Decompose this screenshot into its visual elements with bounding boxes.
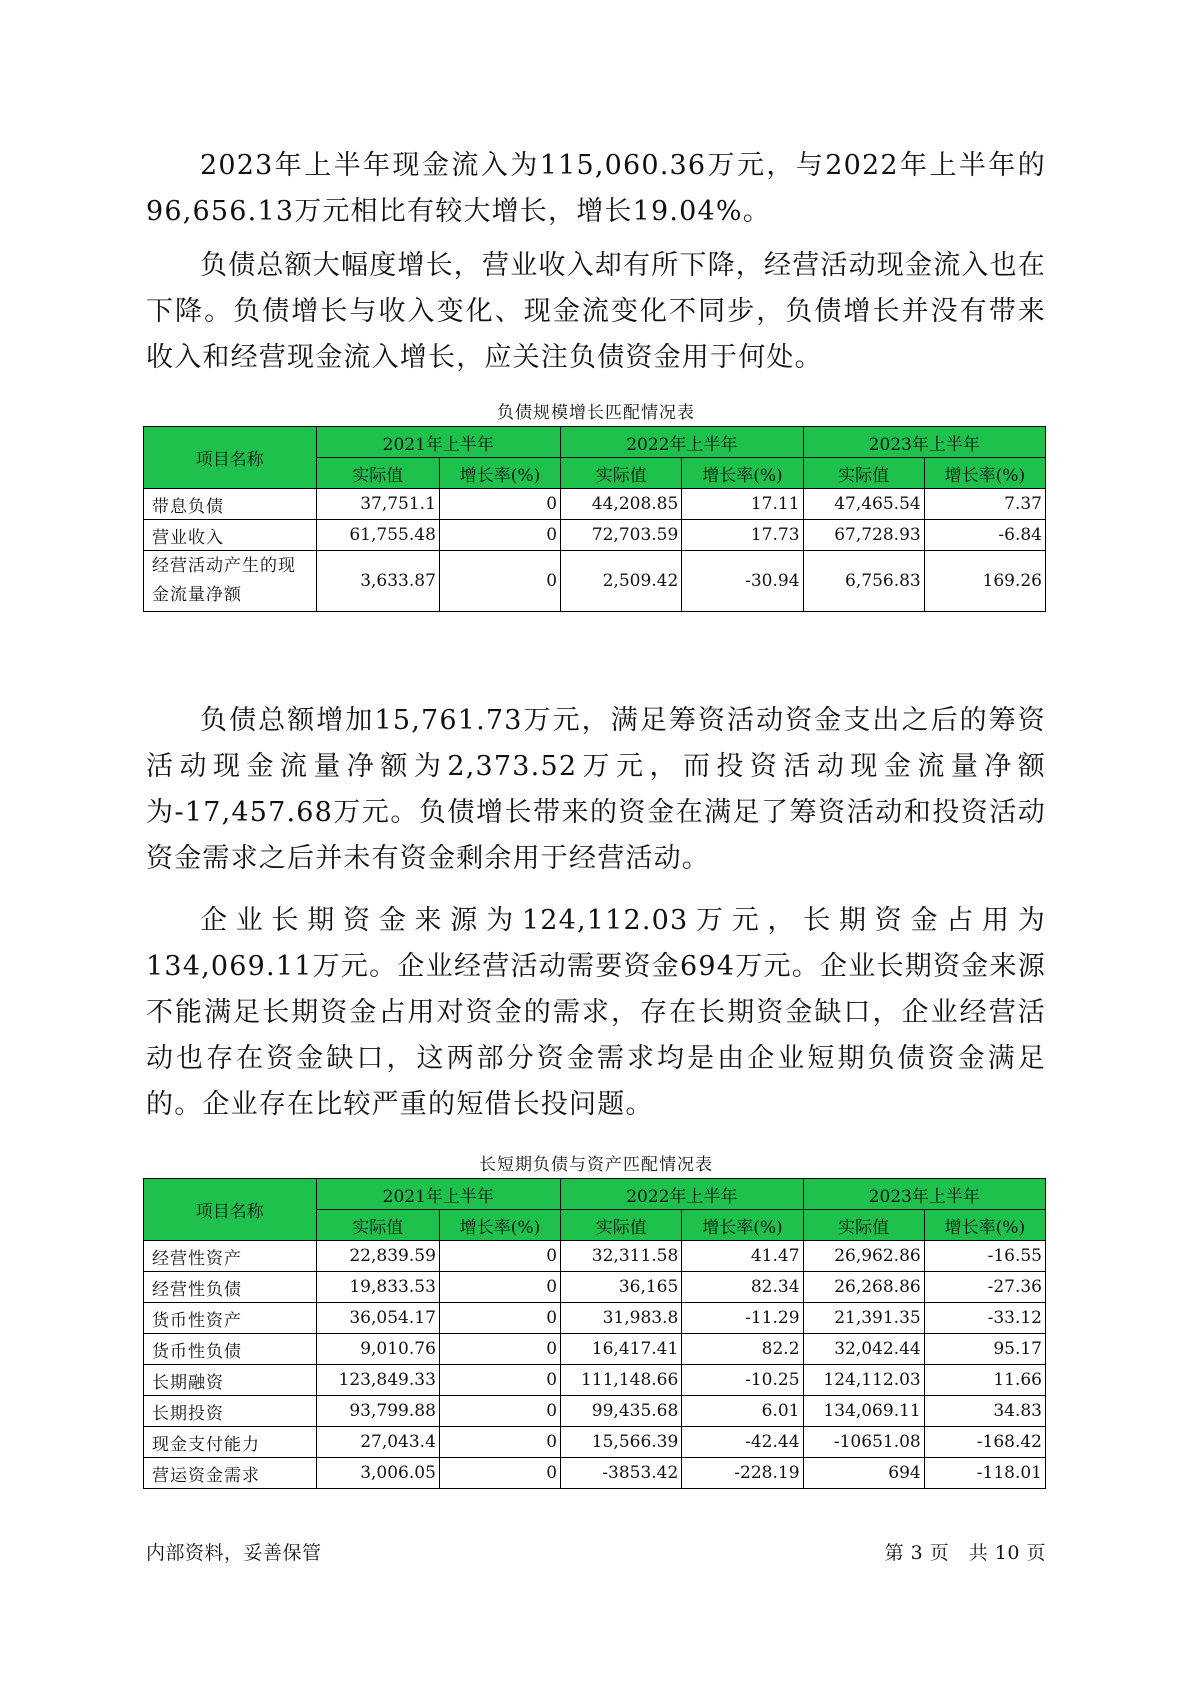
cell: -11.29 [682, 1303, 803, 1334]
growth-rate-header: 增长率(%) [682, 458, 803, 489]
cell: 0 [439, 489, 560, 520]
cell: -6.84 [924, 520, 1045, 551]
year-header: 2023年上半年 [803, 1179, 1045, 1210]
cell: 0 [439, 1241, 560, 1272]
table-row [144, 1241, 1046, 1272]
cell: 3,006.05 [316, 1458, 439, 1489]
cell: 37,751.1 [316, 489, 439, 520]
row-label: 现金支付能力 [144, 1427, 317, 1458]
item-name-header: 项目名称 [144, 1179, 317, 1241]
growth-rate-header: 增长率(%) [924, 1210, 1045, 1241]
actual-value-header: 实际值 [561, 458, 682, 489]
cell: 61,755.48 [316, 520, 439, 551]
row-label: 经营性负债 [144, 1272, 317, 1303]
table2-caption: 长短期负债与资产匹配情况表 [479, 1155, 713, 1175]
table-row [144, 1458, 1046, 1489]
actual-value-header: 实际值 [803, 458, 924, 489]
cell: 36,165 [561, 1272, 682, 1303]
paragraph-debt-increase: 负债总额增加15,761.73万元，满足筹资活动资金支出之后的筹资活动现金流量净额为2,373.52万元，而投资活动现金流量净额为-17,457.68万元。负债增长带来的资金在满足了筹资活动和投资活动资金需求之后并未有资金剩余用于经营活动。 [146, 705, 1046, 874]
cell: 124,112.03 [803, 1365, 924, 1396]
cell: 123,849.33 [316, 1365, 439, 1396]
item-name-header: 项目名称 [144, 427, 317, 489]
cell: 82.2 [682, 1334, 803, 1365]
cell: 0 [439, 1334, 560, 1365]
cell: 32,042.44 [803, 1334, 924, 1365]
cell: 134,069.11 [803, 1396, 924, 1427]
cell: 0 [439, 1365, 560, 1396]
table-row [144, 1427, 1046, 1458]
cell: 0 [439, 1396, 560, 1427]
row-label: 带息负债 [144, 489, 317, 520]
cell: 2,509.42 [561, 551, 682, 612]
debt-growth-table [143, 426, 1046, 612]
cell: 0 [439, 551, 560, 612]
cell: -33.12 [924, 1303, 1045, 1334]
cell: 47,465.54 [803, 489, 924, 520]
cell: 7.37 [924, 489, 1045, 520]
actual-value-header: 实际值 [316, 1210, 439, 1241]
row-label: 营运资金需求 [144, 1458, 317, 1489]
row-label: 长期投资 [144, 1396, 317, 1427]
cell: 99,435.68 [561, 1396, 682, 1427]
cell: 11.66 [924, 1365, 1045, 1396]
cell: 31,983.8 [561, 1303, 682, 1334]
row-label: 长期融资 [144, 1365, 317, 1396]
cell: 36,054.17 [316, 1303, 439, 1334]
year-header: 2022年上半年 [561, 427, 803, 458]
cell: -10651.08 [803, 1427, 924, 1458]
cell: -118.01 [924, 1458, 1045, 1489]
cell: 694 [803, 1458, 924, 1489]
table-row [144, 1365, 1046, 1396]
row-label: 经营活动产生的现金流量净额 [144, 551, 317, 612]
asset-liability-match-table [143, 1178, 1046, 1489]
cell: 16,417.41 [561, 1334, 682, 1365]
cell: 44,208.85 [561, 489, 682, 520]
cell: 0 [439, 520, 560, 551]
cell: 26,268.86 [803, 1272, 924, 1303]
row-label: 货币性负债 [144, 1334, 317, 1365]
cell: 19,833.53 [316, 1272, 439, 1303]
row-label: 营业收入 [144, 520, 317, 551]
cell: 9,010.76 [316, 1334, 439, 1365]
actual-value-header: 实际值 [316, 458, 439, 489]
paragraph-debt-growth: 负债总额大幅度增长，营业收入却有所下降，经营活动现金流入也在下降。负债增长与收入变化、现金流变化不同步，负债增长并没有带来收入和经营现金流入增长，应关注负债资金用于何处。 [146, 250, 1046, 373]
growth-rate-header: 增长率(%) [924, 458, 1045, 489]
actual-value-header: 实际值 [561, 1210, 682, 1241]
cell: 34.83 [924, 1396, 1045, 1427]
table-row [144, 489, 1046, 520]
cell: 67,728.93 [803, 520, 924, 551]
cell: -16.55 [924, 1241, 1045, 1272]
cell: 6.01 [682, 1396, 803, 1427]
table-row [144, 1334, 1046, 1365]
cell: 72,703.59 [561, 520, 682, 551]
table1-caption: 负债规模增长匹配情况表 [497, 403, 695, 423]
year-header: 2021年上半年 [316, 1179, 561, 1210]
footer-page-number: 第 3 页 共 10 页 [884, 1542, 1046, 1564]
cell: -27.36 [924, 1272, 1045, 1303]
cell: 93,799.88 [316, 1396, 439, 1427]
cell: 17.73 [682, 520, 803, 551]
cell: 0 [439, 1427, 560, 1458]
table-row [144, 520, 1046, 551]
cell: 27,043.4 [316, 1427, 439, 1458]
cell: 15,566.39 [561, 1427, 682, 1458]
row-label: 货币性资产 [144, 1303, 317, 1334]
cell: -228.19 [682, 1458, 803, 1489]
cell: -30.94 [682, 551, 803, 612]
table-row [144, 1396, 1046, 1427]
footer-confidential-note: 内部资料，妥善保管 [146, 1542, 322, 1564]
cell: -168.42 [924, 1427, 1045, 1458]
cell: 41.47 [682, 1241, 803, 1272]
growth-rate-header: 增长率(%) [439, 458, 560, 489]
cell: 22,839.59 [316, 1241, 439, 1272]
cell: 111,148.66 [561, 1365, 682, 1396]
year-header: 2022年上半年 [561, 1179, 803, 1210]
growth-rate-header: 增长率(%) [682, 1210, 803, 1241]
cell: 3,633.87 [316, 551, 439, 612]
row-label: 经营性资产 [144, 1241, 317, 1272]
actual-value-header: 实际值 [803, 1210, 924, 1241]
year-header: 2023年上半年 [803, 427, 1045, 458]
cell: 0 [439, 1458, 560, 1489]
paragraph-cash-inflow: 2023年上半年现金流入为115,060.36万元，与2022年上半年的96,656.13万元相比有较大增长，增长19.04%。 [146, 150, 1046, 227]
cell: 95.17 [924, 1334, 1045, 1365]
cell: 32,311.58 [561, 1241, 682, 1272]
cell: 0 [439, 1303, 560, 1334]
cell: 169.26 [924, 551, 1045, 612]
cell: -10.25 [682, 1365, 803, 1396]
growth-rate-header: 增长率(%) [439, 1210, 560, 1241]
cell: 82.34 [682, 1272, 803, 1303]
cell: 17.11 [682, 489, 803, 520]
table-row [144, 551, 1046, 612]
table-row [144, 1272, 1046, 1303]
cell: 0 [439, 1272, 560, 1303]
cell: 6,756.83 [803, 551, 924, 612]
cell: 21,391.35 [803, 1303, 924, 1334]
cell: -3853.42 [561, 1458, 682, 1489]
paragraph-long-term-funds: 企业长期资金来源为124,112.03万元，长期资金占用为134,069.11万元。企业经营活动需要资金694万元。企业长期资金来源不能满足长期资金占用对资金的需求，存在长期资金缺口，企业经营活动也存在资金缺口，这两部分资金需求均是由企业短期负债资金满足的。企业存在比较严重的短借长投问题。 [146, 905, 1046, 1120]
year-header: 2021年上半年 [316, 427, 561, 458]
cell: 26,962.86 [803, 1241, 924, 1272]
table-row [144, 1303, 1046, 1334]
cell: -42.44 [682, 1427, 803, 1458]
